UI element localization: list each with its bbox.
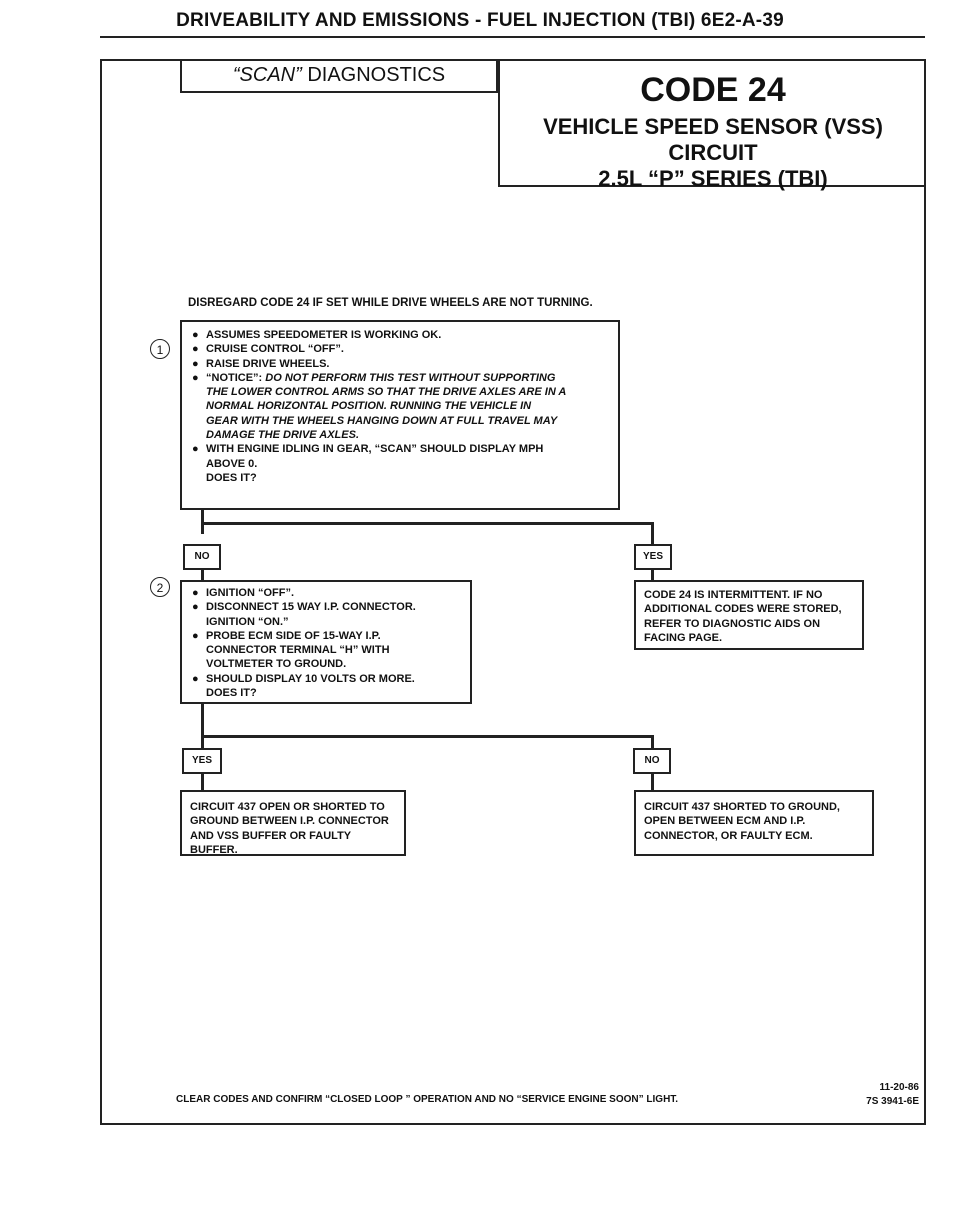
header-rule [100,36,925,38]
step-1-bullet-5: ● WITH ENGINE IDLING IN GEAR, “SCAN” SHOULD DISPLAY MPH ABOVE 0. [192,443,544,470]
result-left-box [180,790,406,856]
step-1-marker: 1 [150,339,170,359]
circuit-title: VEHICLE SPEED SENSOR (VSS) CIRCUIT [543,114,883,165]
step-2-box [180,580,472,704]
scan-diagnostics-tab [180,59,498,93]
step-1-bullet-1: ● ASSUMES SPEEDOMETER IS WORKING OK. [192,329,442,341]
result-left-line-3: AND VSS BUFFER OR FAULTY BUFFER. [190,829,351,856]
diagnostics-label: DIAGNOSTICS [307,64,446,86]
intermittent-line-1: CODE 24 IS INTERMITTENT. IF NO [644,589,823,601]
branch-1-line [201,522,653,525]
intermittent-box [634,580,864,650]
step-2-bullet-4: ● SHOULD DISPLAY 10 VOLTS OR MORE. [192,672,415,685]
step-1-bullet-3: ● RAISE DRIVE WHEELS. [192,357,330,370]
branch-2-line [201,735,653,738]
page-header: DRIVEABILITY AND EMISSIONS - FUEL INJECTION (TBI) 6E2-A-39 [176,10,784,31]
branch-1-no-tag: NO [183,544,221,570]
series-title: 2.5L “P” SERIES (TBI) [598,166,828,191]
result-left-line-1: CIRCUIT 437 OPEN OR SHORTED TO [190,801,385,813]
connector-line [651,774,654,790]
step-2-bullet-1: ● IGNITION “OFF”. [192,587,294,599]
intermittent-line-4: FACING PAGE. [644,631,723,644]
branch-1-yes-tag: YES [634,544,672,570]
step-2-question: DOES IT? [206,687,257,700]
step-2-marker: 2 [150,577,170,597]
connector-line [201,704,204,748]
result-right-box [634,790,874,856]
result-right-line-3: CONNECTOR, OR FAULTY ECM. [644,829,813,842]
intermittent-line-2: ADDITIONAL CODES WERE STORED, [644,603,842,616]
connector-line [201,774,204,790]
result-left-line-2: GROUND BETWEEN I.P. CONNECTOR [190,815,389,828]
footer-instruction: CLEAR CODES AND CONFIRM “CLOSED LOOP ” OPERATION AND NO “SERVICE ENGINE SOON” LIGHT. [176,1094,679,1105]
step-2-bullet-3: ● PROBE ECM SIDE OF 15-WAY I.P. CONNECTOR TERMINAL “H” WITH VOLTMETER TO GROUND. [192,629,390,671]
result-right-line-2: OPEN BETWEEN ECM AND I.P. [644,815,806,828]
scan-quote: “SCAN” [232,64,302,86]
connector-line [651,735,654,748]
intermittent-line-3: REFER TO DIAGNOSTIC AIDS ON [644,617,821,630]
step-1-notice: ● “NOTICE”: DO NOT PERFORM THIS TEST WITHOUT SUPPORTING THE LOWER CONTROL ARMS SO THAT THE DRIVE AXLES ARE IN A NORMAL HORIZONTAL POSITION. RUNNING THE VEHICLE IN GEAR WITH THE WHEELS HANGING DOWN AT FULL TRAVEL MAY DAMAGE THE DRIVE AXLES. [192,371,567,442]
step-1-question: DOES IT? [206,471,257,484]
step-1-box [180,320,620,510]
branch-2-yes-tag: YES [182,748,222,774]
connector-line [651,522,654,544]
connector-line [651,570,654,580]
result-right-line-1: CIRCUIT 437 SHORTED TO GROUND, [644,801,840,813]
footer-doc-number: 7S 3941-6E [866,1096,919,1107]
step-2-bullet-2: ● DISCONNECT 15 WAY I.P. CONNECTOR. IGNITION “ON.” [192,601,416,628]
code-title-box [498,59,926,191]
step-1-bullet-2: ● CRUISE CONTROL “OFF”. [192,343,344,356]
branch-2-no-tag: NO [633,748,671,774]
footer-date: 11-20-86 [879,1082,919,1093]
disregard-note: DISREGARD CODE 24 IF SET WHILE DRIVE WHEELS ARE NOT TURNING. [188,297,593,309]
code-title: CODE 24 [640,71,786,109]
connector-line [201,570,204,580]
